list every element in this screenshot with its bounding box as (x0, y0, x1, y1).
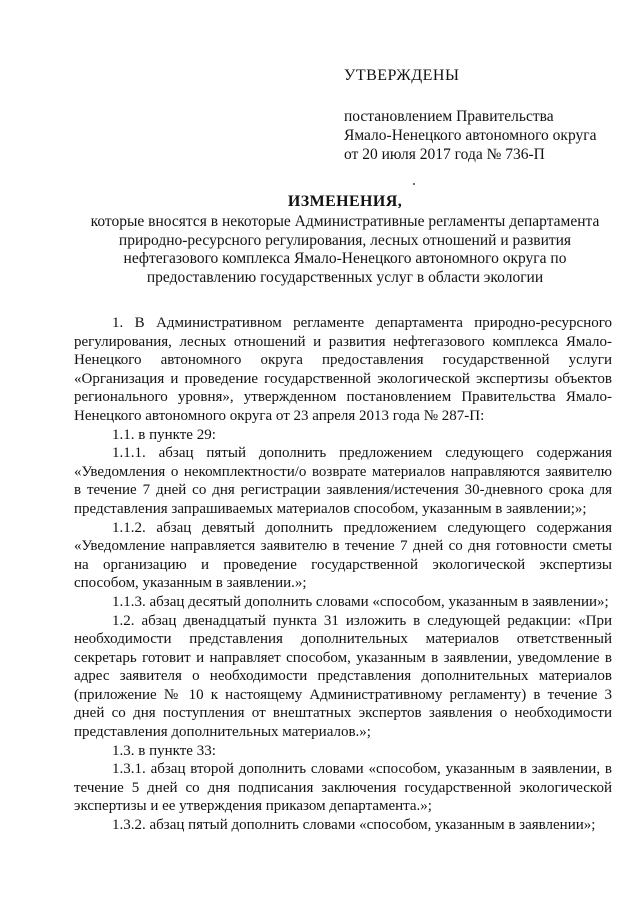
paragraph-1-2: 1.2. абзац двенадцатый пункта 31 изложить в следующей редакции: «При необходимости представления дополнительных материалов ответственный секретарь готовит и направляет способом, указанным в заявлении, уведомление в адрес заявителя о необходимости представления дополнительных материалов (приложение № 10 к настоящему Административному регламенту) в течение 3 дней со дня поступления от внештатных экспертов заявления о необходимости представления дополнительных материалов.»; (74, 612, 612, 741)
heading-title: ИЗМЕНЕНИЯ, (287, 193, 403, 210)
approval-block (344, 66, 624, 164)
approval-line: постановлением Правительства (344, 108, 554, 125)
heading-line: которые вносятся в некоторые Административные регламенты департамента (90, 212, 600, 230)
paragraph-1: 1. В Административном регламенте департамента природно-ресурсного регулирования, лесных отношений и развития нефтегазового комплекса Ямало-Ненецкого автономного округа предоставления государственной услуги «Организация и проведение государственной экологической экспертизы объектов регионального уровня», утвержденном постановлением Правительства Ямало-Ненецкого автономного округа от 23 апреля 2013 года № 287-П: (74, 315, 612, 424)
heading-line: нефтегазового комплекса Ямало-Ненецкого автономного округа по (123, 250, 567, 268)
paragraph-1-1: 1.1. в пункте 29: (112, 426, 216, 443)
approval-line: Ямало-Ненецкого автономного округа (344, 127, 597, 144)
scan-speck (413, 183, 415, 185)
document-heading (60, 193, 630, 288)
paragraph-1-3-2: 1.3.2. абзац пятый дополнить словами «способом, указанным в заявлении»; (112, 817, 596, 834)
paragraph-1-1-2: 1.1.2. абзац девятый дополнить предложением следующего содержания «Уведомление направляется заявителю в течение 7 дней со дня готовности сметы на организацию и проведение государственной экологической экспертизы способом, указанным в заявлении.»; (74, 519, 612, 592)
paragraph-1-1-3: 1.1.3. абзац десятый дополнить словами «способом, указанным в заявлении»; (112, 593, 609, 610)
heading-line: природно-ресурсного регулирования, лесных отношений и развития (118, 231, 572, 249)
heading-line: предоставлению государственных услуг в области экологии (146, 269, 544, 287)
paragraph-1-3: 1.3. в пункте 33: (112, 742, 216, 759)
approval-line: от 20 июля 2017 года № 736-П (344, 146, 545, 163)
paragraph-1-1-1: 1.1.1. абзац пятый дополнить предложением следующего содержания «Уведомления о некомплектности/о возврате материалов направляются заявителю в течение 7 дней со дня регистрации заявления/истечения 30-дневного срока для представления запрашиваемых материалов способом, указанным в заявлении;»; (74, 445, 612, 517)
paragraph-1-3-1: 1.3.1. абзац второй дополнить словами «способом, указанным в заявлении, в течение 5 дней со дня подписания заключения государственной экологической экспертизы и ее утверждения приказом департамента.»; (74, 761, 612, 815)
approval-title: УТВЕРЖДЕНЫ (344, 67, 460, 84)
document-body (74, 314, 612, 835)
